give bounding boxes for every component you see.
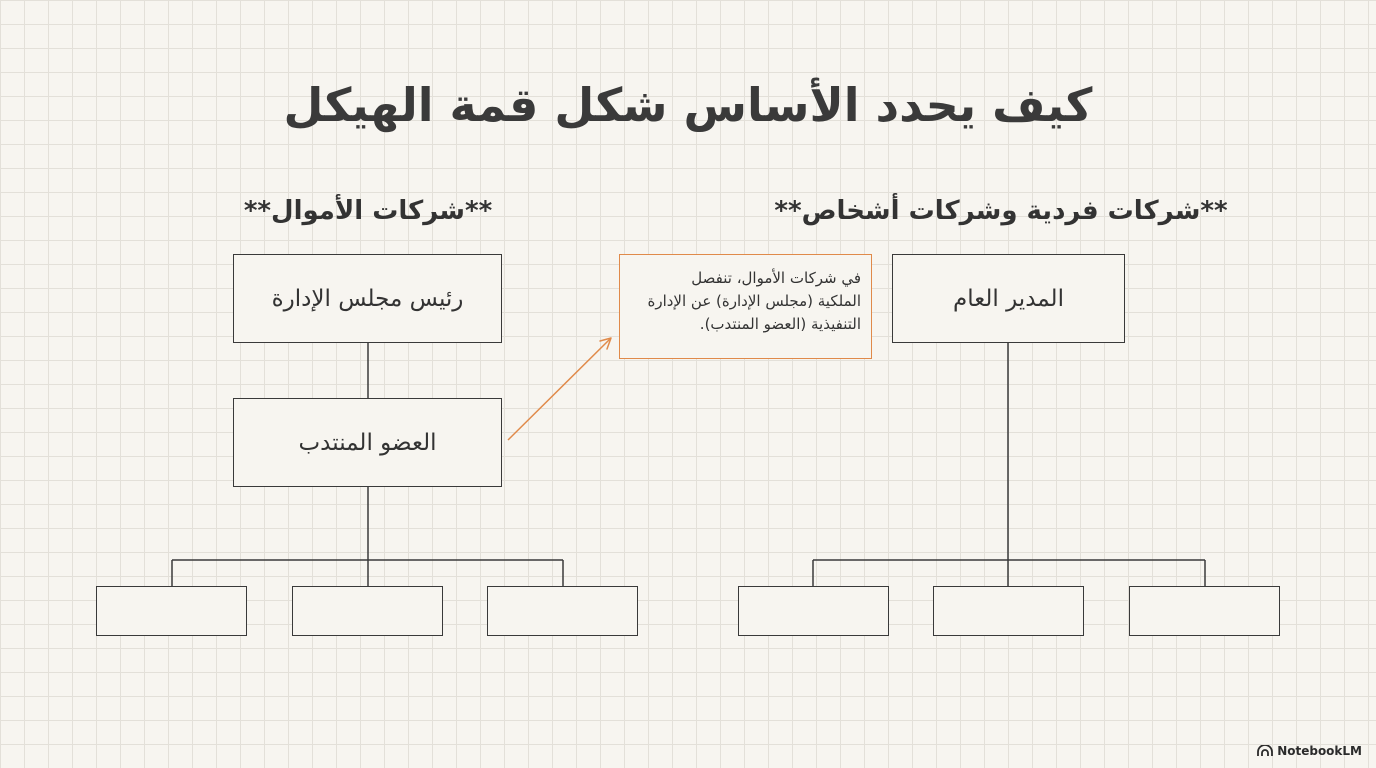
brand-label: NotebookLM [1277, 744, 1362, 758]
callout-arrow [508, 338, 611, 440]
box-right-child-2 [933, 586, 1084, 636]
box-board-chairman-label: رئيس مجلس الإدارة [271, 285, 464, 312]
notebooklm-logo-icon [1257, 745, 1273, 757]
box-right-child-3 [1129, 586, 1280, 636]
brand-watermark [1257, 744, 1362, 758]
box-board-chairman [233, 254, 502, 343]
box-general-manager [892, 254, 1125, 343]
callout-line-1: في شركات الأموال، تنفصل [691, 269, 861, 287]
heading-individual-partnership-companies: **شركات فردية وشركات أشخاص** [774, 196, 1228, 226]
box-right-child-1 [738, 586, 889, 636]
heading-capital-companies: **شركات الأموال** [243, 196, 493, 226]
box-left-child-1 [96, 586, 247, 636]
callout-line-2: الملكية (مجلس الإدارة) عن الإدارة [647, 292, 861, 310]
page-title: كيف يحدد الأساس شكل قمة الهيكل [283, 78, 1093, 132]
box-general-manager-label: المدير العام [953, 285, 1064, 312]
box-left-child-2 [292, 586, 443, 636]
box-left-child-3 [487, 586, 638, 636]
box-managing-director [233, 398, 502, 487]
callout-note [619, 254, 872, 359]
callout-line-3: التنفيذية (العضو المنتدب). [699, 315, 861, 333]
box-managing-director-label: العضو المنتدب [298, 429, 437, 456]
